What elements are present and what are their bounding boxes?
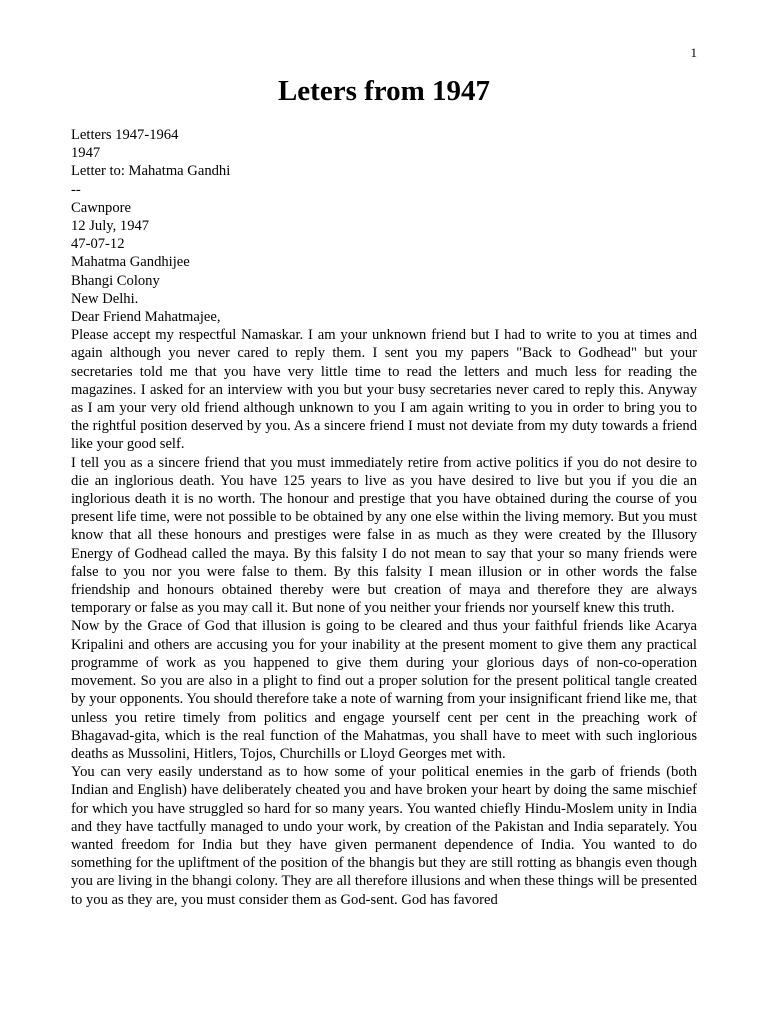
addressee-name: Mahatma Gandhijee: [71, 254, 190, 271]
paragraph: You can very easily understand as to how some of your political enemies in the garb of friends (both Indian and English) have deliberately cheated you and have broken your heart by doing the same mischief for which you have struggled so hard for so many years. You wanted chiefly Hindu-Moslem unity in India and they have tactfully managed to undo your work, by creation of the Pakistan and India separately. You wanted freedom for India but they have given permanent dependence of India. You wanted to do something for the upliftment of the position of the bhangis but they are still rotting as bhangis even though you are living in the bhangi colony. They are all therefore illusions and when these things will be presented to you as they are, you must consider them as God-sent. God has favored: [71, 764, 697, 908]
document-title: Leters from 1947: [277, 75, 491, 107]
collection-title: Letters 1947-1964: [71, 127, 179, 143]
separator-line: --: [71, 181, 81, 198]
date-code-line: 47-07-12: [71, 236, 125, 253]
addressee-street: Bhangi Colony: [71, 272, 160, 289]
page-number: 1: [690, 45, 697, 60]
letter-body: [71, 126, 697, 909]
addressee-city: New Delhi.: [71, 290, 139, 307]
paragraph: Now by the Grace of God that illusion is going to be cleared and thus your faithful friends like Acarya Kripalini and others are accusing you for your inability at the present moment to give them any practical programme of work as you happened to give them during your glorious days of non-co-operation movement. So you are also in a plight to find out a proper solution for the present political tangle created by your opponents. You should therefore take a note of warning from your insignificant friend like me, that unless you retire timely from politics and engage yourself cent per cent in the preaching work of Bhagavad-gita, which is the real function of the Mahatmas, you shall have to meet with such inglorious deaths as Mussolini, Hitlers, Tojos, Churchills or Lloyd Georges met with.: [71, 618, 697, 762]
paragraph: Please accept my respectful Namaskar. I am your unknown friend but I had to write to you at times and again although you never cared to reply them. I sent you my papers "Back to Godhead" but your secretaries told me that you have very little time to read the letters and much less for reading the magazines. I asked for an interview with you but your busy secretaries never cared to reply this. Anyway as I am your very old friend although unknown to you I am again writing to you in order to bring you to the rightful position deserved by you. As a sincere friend I must not deviate from my duty towards a friend like your good self.: [71, 327, 697, 453]
place-line: Cawnpore: [71, 199, 131, 216]
date-line: 12 July, 1947: [71, 218, 150, 235]
paragraph: I tell you as a sincere friend that you must immediately retire from active politics if you do not desire to die an inglorious death. You have 125 years to live as you have desired to live but you if you die an inglorious death it is no worth. The honour and prestige that you have obtained during the course of you present life time, were not possible to be obtained by any one else within the living memory. But you must know that all these honours and prestiges were false in as much as they were created by the Illusory Energy of Godhead called the maya. By this falsity I do not mean to say that your so many friends were false to you nor you were false to them. By this falsity I mean illusion or in other words the false friendship and honours obtained thereby were but creation of maya and therefore they are always temporary or false as you may call it. But none of you neither your friends nor yourself knew this truth.: [71, 454, 697, 617]
salutation: Dear Friend Mahatmajee,: [71, 309, 221, 326]
year-line: 1947: [71, 145, 101, 162]
recipient-line: Letter to: Mahatma Gandhi: [71, 163, 231, 180]
